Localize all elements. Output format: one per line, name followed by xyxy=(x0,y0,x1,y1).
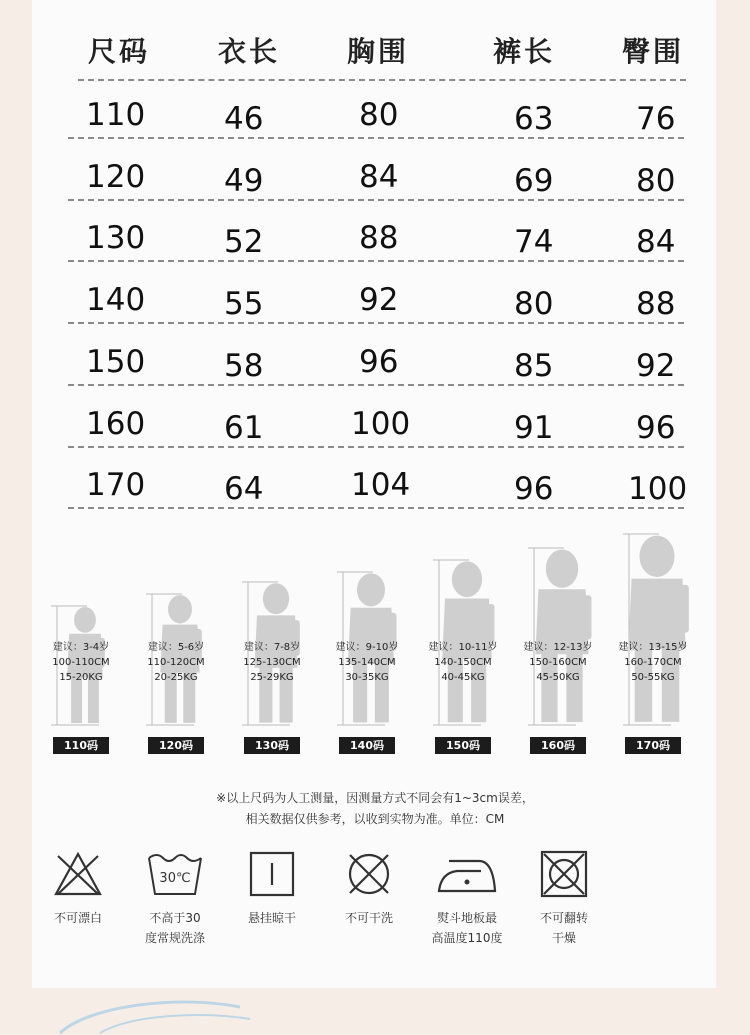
size-label-badge: 120码 xyxy=(148,737,204,754)
size-suggestion xyxy=(41,640,121,685)
table-cell: 96 xyxy=(359,343,399,380)
table-cell: 84 xyxy=(636,224,676,261)
care-item xyxy=(514,848,614,948)
suggestion-height: 150-160CM xyxy=(529,657,587,668)
table-cell: 46 xyxy=(224,101,264,137)
row-divider xyxy=(68,384,684,386)
no-bleach-icon xyxy=(28,848,128,900)
child-silhouette-icon xyxy=(238,520,328,735)
table-cell: 58 xyxy=(224,347,264,384)
size-suggestion xyxy=(423,640,503,685)
table-cell: 100 xyxy=(351,405,411,442)
table-cell: 88 xyxy=(636,286,676,323)
suggestion-age: 建议：10-11岁 xyxy=(428,642,498,653)
row-divider xyxy=(68,137,684,139)
table-cell: 92 xyxy=(636,347,676,384)
table-cell: 88 xyxy=(359,220,399,257)
suggestion-height: 100-110CM xyxy=(52,657,110,668)
no-tumble-dry-icon xyxy=(514,848,614,900)
iron-icon xyxy=(417,848,517,900)
table-cell: 92 xyxy=(359,282,399,319)
column-header: 尺码 xyxy=(88,35,151,68)
table-cell: 80 xyxy=(514,286,554,323)
care-label: 不可漂白 xyxy=(53,911,102,925)
table-cell: 76 xyxy=(636,101,676,137)
table-cell: 96 xyxy=(636,409,676,446)
suggestion-weight: 40-45KG xyxy=(441,672,485,683)
table-cell: 100 xyxy=(628,471,688,508)
column-header: 衣长 xyxy=(218,35,281,68)
table-cell: 140 xyxy=(86,282,146,319)
size-label-badge: 150码 xyxy=(435,737,491,754)
suggestion-weight: 45-50KG xyxy=(536,672,580,683)
size-suggestion xyxy=(232,640,312,685)
size-label-badge: 140码 xyxy=(339,737,395,754)
care-label: 熨斗地板最 高温度110度 xyxy=(431,911,503,945)
table-cell: 85 xyxy=(514,347,554,384)
table-cell: 52 xyxy=(224,224,264,261)
table-cell: 55 xyxy=(224,286,264,323)
table-cell: 96 xyxy=(514,471,554,508)
suggestion-weight: 20-25KG xyxy=(154,672,198,683)
column-header: 臀围 xyxy=(622,35,685,68)
table-cell: 160 xyxy=(86,405,146,442)
table-cell: 104 xyxy=(351,467,411,504)
child-silhouette-icon xyxy=(619,520,709,735)
table-cell: 64 xyxy=(224,471,264,508)
wash-30-icon xyxy=(125,848,225,900)
suggestion-weight: 50-55KG xyxy=(631,672,675,683)
child-silhouette-icon xyxy=(47,520,137,735)
child-silhouette-icon xyxy=(142,520,232,735)
care-label: 不可干洗 xyxy=(344,911,393,925)
care-label: 不可翻转 干燥 xyxy=(539,911,588,945)
child-silhouette-icon xyxy=(524,520,614,735)
row-divider xyxy=(68,322,684,324)
table-cell: 80 xyxy=(359,97,399,133)
row-divider xyxy=(68,260,684,262)
suggestion-height: 125-130CM xyxy=(243,657,301,668)
child-silhouette-icon xyxy=(333,520,423,735)
suggestion-age: 建议：3-4岁 xyxy=(52,642,110,653)
table-cell: 80 xyxy=(636,162,676,199)
suggestion-weight: 15-20KG xyxy=(59,672,103,683)
size-label-badge: 130码 xyxy=(244,737,300,754)
size-suggestion xyxy=(518,640,598,685)
table-cell: 120 xyxy=(86,158,146,195)
care-item xyxy=(222,848,322,928)
table-cell: 110 xyxy=(86,97,146,133)
size-suggestion xyxy=(136,640,216,685)
suggestion-age: 建议：9-10岁 xyxy=(335,642,399,653)
suggestion-height: 160-170CM xyxy=(624,657,682,668)
suggestion-weight: 30-35KG xyxy=(345,672,389,683)
no-dry-clean-icon xyxy=(319,848,419,900)
suggestion-height: 135-140CM xyxy=(338,657,396,668)
care-item xyxy=(417,848,517,948)
size-suggestion xyxy=(613,640,693,685)
row-divider xyxy=(68,199,684,201)
suggestion-age: 建议：12-13岁 xyxy=(523,642,593,653)
column-header: 胸围 xyxy=(347,35,410,68)
measurement-note xyxy=(0,788,750,830)
table-cell: 84 xyxy=(359,158,399,195)
suggestion-age: 建议：7-8岁 xyxy=(243,642,301,653)
size-label-badge: 160码 xyxy=(530,737,586,754)
size-label-badge: 110码 xyxy=(53,737,109,754)
row-divider xyxy=(68,507,684,509)
care-label: 不高于30 度常规洗涤 xyxy=(144,911,205,945)
header-divider xyxy=(78,79,686,81)
care-item xyxy=(28,848,128,928)
suggestion-age: 建议：13-15岁 xyxy=(618,642,688,653)
note-line-1: ※以上尺码为人工测量，因测量方式不同会有1~3cm误差， xyxy=(216,791,534,805)
care-label: 悬挂晾干 xyxy=(247,911,296,925)
decorative-swirl xyxy=(40,985,280,1035)
care-item xyxy=(125,848,225,948)
suggestion-age: 建议：5-6岁 xyxy=(147,642,205,653)
suggestion-height: 110-120CM xyxy=(147,657,205,668)
table-cell: 61 xyxy=(224,409,264,446)
hang-dry-icon xyxy=(222,848,322,900)
size-suggestion xyxy=(327,640,407,685)
column-header: 裤长 xyxy=(493,35,556,68)
table-cell: 49 xyxy=(224,162,264,199)
note-line-2: 相关数据仅供参考，以收到实物为准。单位：CM xyxy=(245,812,505,826)
table-cell: 69 xyxy=(514,162,554,199)
table-cell: 130 xyxy=(86,220,146,257)
row-divider xyxy=(68,446,684,448)
size-figures xyxy=(0,520,750,760)
svg-text:30℃: 30℃ xyxy=(159,871,191,886)
care-item xyxy=(319,848,419,928)
suggestion-height: 140-150CM xyxy=(434,657,492,668)
table-cell: 150 xyxy=(86,343,146,380)
table-cell: 63 xyxy=(514,101,554,137)
suggestion-weight: 25-29KG xyxy=(250,672,294,683)
table-cell: 170 xyxy=(86,467,146,504)
table-cell: 91 xyxy=(514,409,554,446)
table-cell: 74 xyxy=(514,224,554,261)
child-silhouette-icon xyxy=(429,520,519,735)
size-label-badge: 170码 xyxy=(625,737,681,754)
